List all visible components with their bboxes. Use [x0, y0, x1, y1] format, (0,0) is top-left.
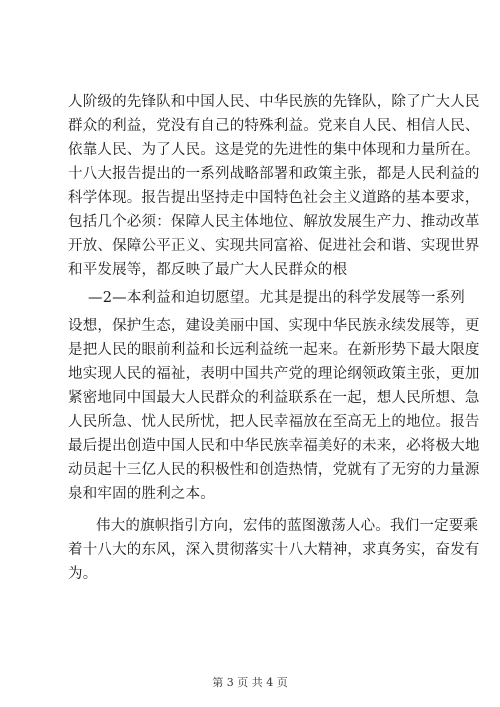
text-line: 泉和牢固的胜利之本。 — [68, 486, 215, 502]
text-line: 群众的利益，党没有自己的特殊利益。党来自人民、相信人民、 — [68, 118, 480, 134]
text-line: 和平发展等，都反映了最广大人民群众的根 — [68, 262, 348, 278]
text-line: 人民所急、忧人民所忧，把人民幸福放在至高无上的地位。报告 — [68, 414, 480, 430]
text-line: 伟大的旗帜指引方向，宏伟的蓝图激荡人心。我们一定要乘 — [96, 518, 479, 534]
page-number-footer: 第 3 页 共 4 页 — [212, 676, 288, 689]
text-line: 最后提出创造中国人民和中华民族幸福美好的未来，必将极大地 — [68, 438, 480, 454]
text-line: 包括几个必须：保障人民主体地位、解放发展生产力、推动改革 — [68, 214, 480, 230]
text-line: 是把人民的眼前利益和长远利益统一起来。在新形势下最大限度 — [68, 342, 480, 358]
text-line: 科学体现。报告提出坚持走中国特色社会主义道路的基本要求， — [68, 190, 480, 206]
text-line: 开放、保障公平正义、实现共同富裕、促进社会和谐、实现世界 — [68, 238, 480, 254]
text-line: 设想，保护生态，建设美丽中国、实现中华民族永续发展等，更 — [68, 318, 480, 334]
text-line: 依靠人民、为了人民。这是党的先进性的集中体现和力量所在。 — [68, 142, 480, 158]
text-line: 着十八大的东风，深入贯彻落实十八大精神，求真务实，奋发有 — [68, 542, 480, 558]
text-line: 地实现人民的福祉，表明中国共产党的理论纲领政策主张，更加 — [68, 366, 480, 382]
text-line: —2—本利益和迫切愿望。尤其是提出的科学发展等一系列 — [88, 290, 465, 306]
text-line: 为。 — [68, 566, 98, 582]
text-line: 人阶级的先锋队和中国人民、中华民族的先锋队，除了广大人民 — [68, 94, 480, 110]
text-line: 十八大报告提出的一系列战略部署和政策主张，都是人民利益的 — [68, 166, 480, 182]
text-line: 动员起十三亿人民的积极性和创造热情，党就有了无穷的力量源 — [68, 462, 480, 478]
text-line: 紧密地同中国最大人民群众的利益联系在一起，想人民所想、急 — [68, 390, 480, 406]
